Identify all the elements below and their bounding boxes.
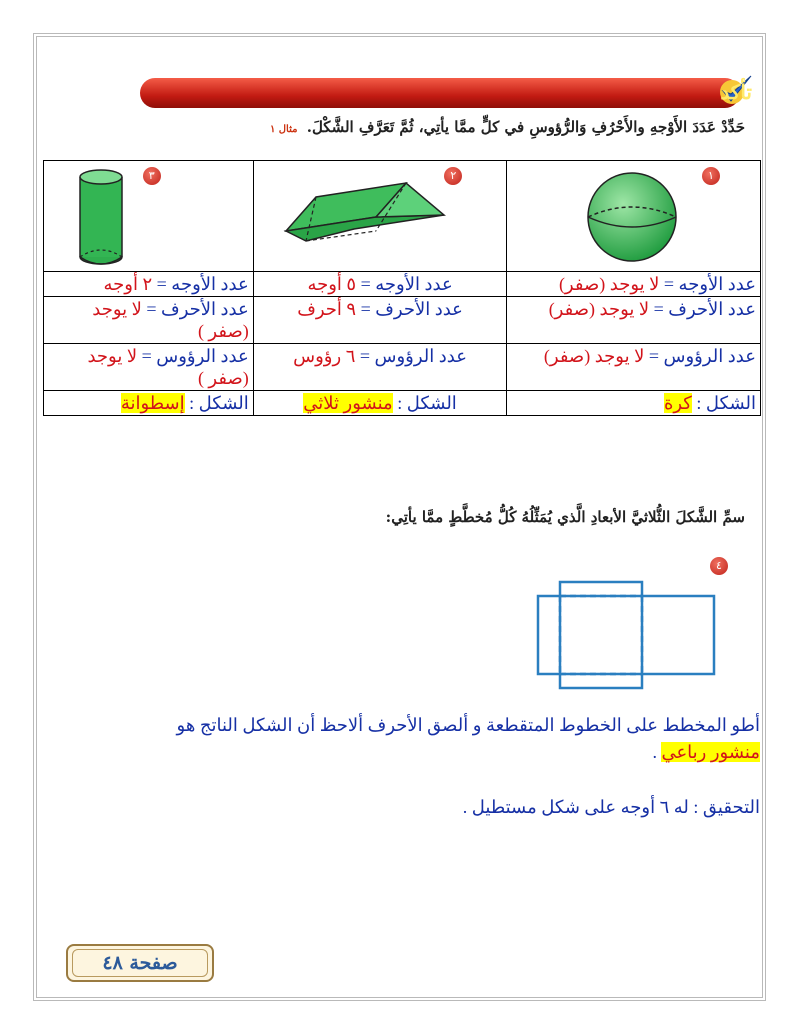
shape-name-cell-cylinder: الشكل : إسطوانة: [44, 391, 254, 416]
page-number: صفحة ٤٨: [72, 949, 208, 977]
shape-cell-sphere: [507, 161, 761, 272]
edges-cell-sphere: عدد الأحرف = لا يوجد (صفر): [507, 297, 761, 344]
instruction-text: حَدِّدْ عَدَدَ الأَوْجهِ والأَحْرُفِ وَالرُّؤوسِ في كلٍّ ممَّا يأتِي، ثُمَّ تَعَرَّفِ الشَّكْلَ.: [306, 118, 745, 136]
faces-cell-prism: عدد الأوجه = ٥ أوجه: [253, 272, 507, 297]
example-reference: مثال ١: [269, 124, 298, 135]
shape-cell-prism: [253, 161, 507, 272]
shape-name-cell-prism: الشكل : منشور ثلاثي: [253, 391, 507, 416]
exercise-badge: ٤: [710, 557, 728, 575]
vertices-cell-sphere: عدد الرؤوس = لا يوجد (صفر): [507, 344, 761, 391]
exercise-badge: ١: [702, 167, 720, 185]
net-answer-text: أطو المخطط على الخطوط المتقطعة و ألصق الأحرف ألاحظ أن الشكل الناتج هو: [176, 715, 760, 735]
net-instruction: سمِّ الشَّكلَ الثُّلاثيَّ الأبعادِ الَّذي يُمَثِّلُهُ كُلُّ مُخطَّطٍ ممَّا يأتِي:: [385, 508, 745, 526]
banner-title: تأكد: [720, 80, 752, 104]
triangular-prism-icon: [276, 179, 456, 259]
rectangular-prism-net-icon: [530, 580, 716, 690]
exercise-badge: ٣: [143, 167, 161, 185]
net-answer-end: .: [652, 742, 662, 762]
net-answer-value: منشور رباعي: [661, 742, 760, 762]
sphere-icon: [577, 167, 687, 267]
verification-text: التحقيق : له ٦ أوجه على شكل مستطيل .: [462, 797, 760, 817]
faces-cell-cylinder: عدد الأوجه = ٢ أوجه: [44, 272, 254, 297]
shape-cell-cylinder: [44, 161, 254, 272]
exercise-instruction: [45, 118, 745, 136]
vertices-cell-prism: عدد الرؤوس = ٦ رؤوس: [253, 344, 507, 391]
edges-cell-prism: عدد الأحرف = ٩ أحرف: [253, 297, 507, 344]
net-answer: [40, 712, 760, 766]
shapes-table: [43, 160, 761, 416]
faces-cell-sphere: عدد الأوجه = لا يوجد (صفر): [507, 272, 761, 297]
cylinder-icon: [76, 167, 126, 267]
edges-cell-cylinder: عدد الأحرف = لا يوجد (صفر ): [44, 297, 254, 344]
vertices-cell-cylinder: عدد الرؤوس = لا يوجد (صفر ): [44, 344, 254, 391]
shape-name-cell-sphere: الشكل : كرة: [507, 391, 761, 416]
exercise-badge: ٢: [444, 167, 462, 185]
